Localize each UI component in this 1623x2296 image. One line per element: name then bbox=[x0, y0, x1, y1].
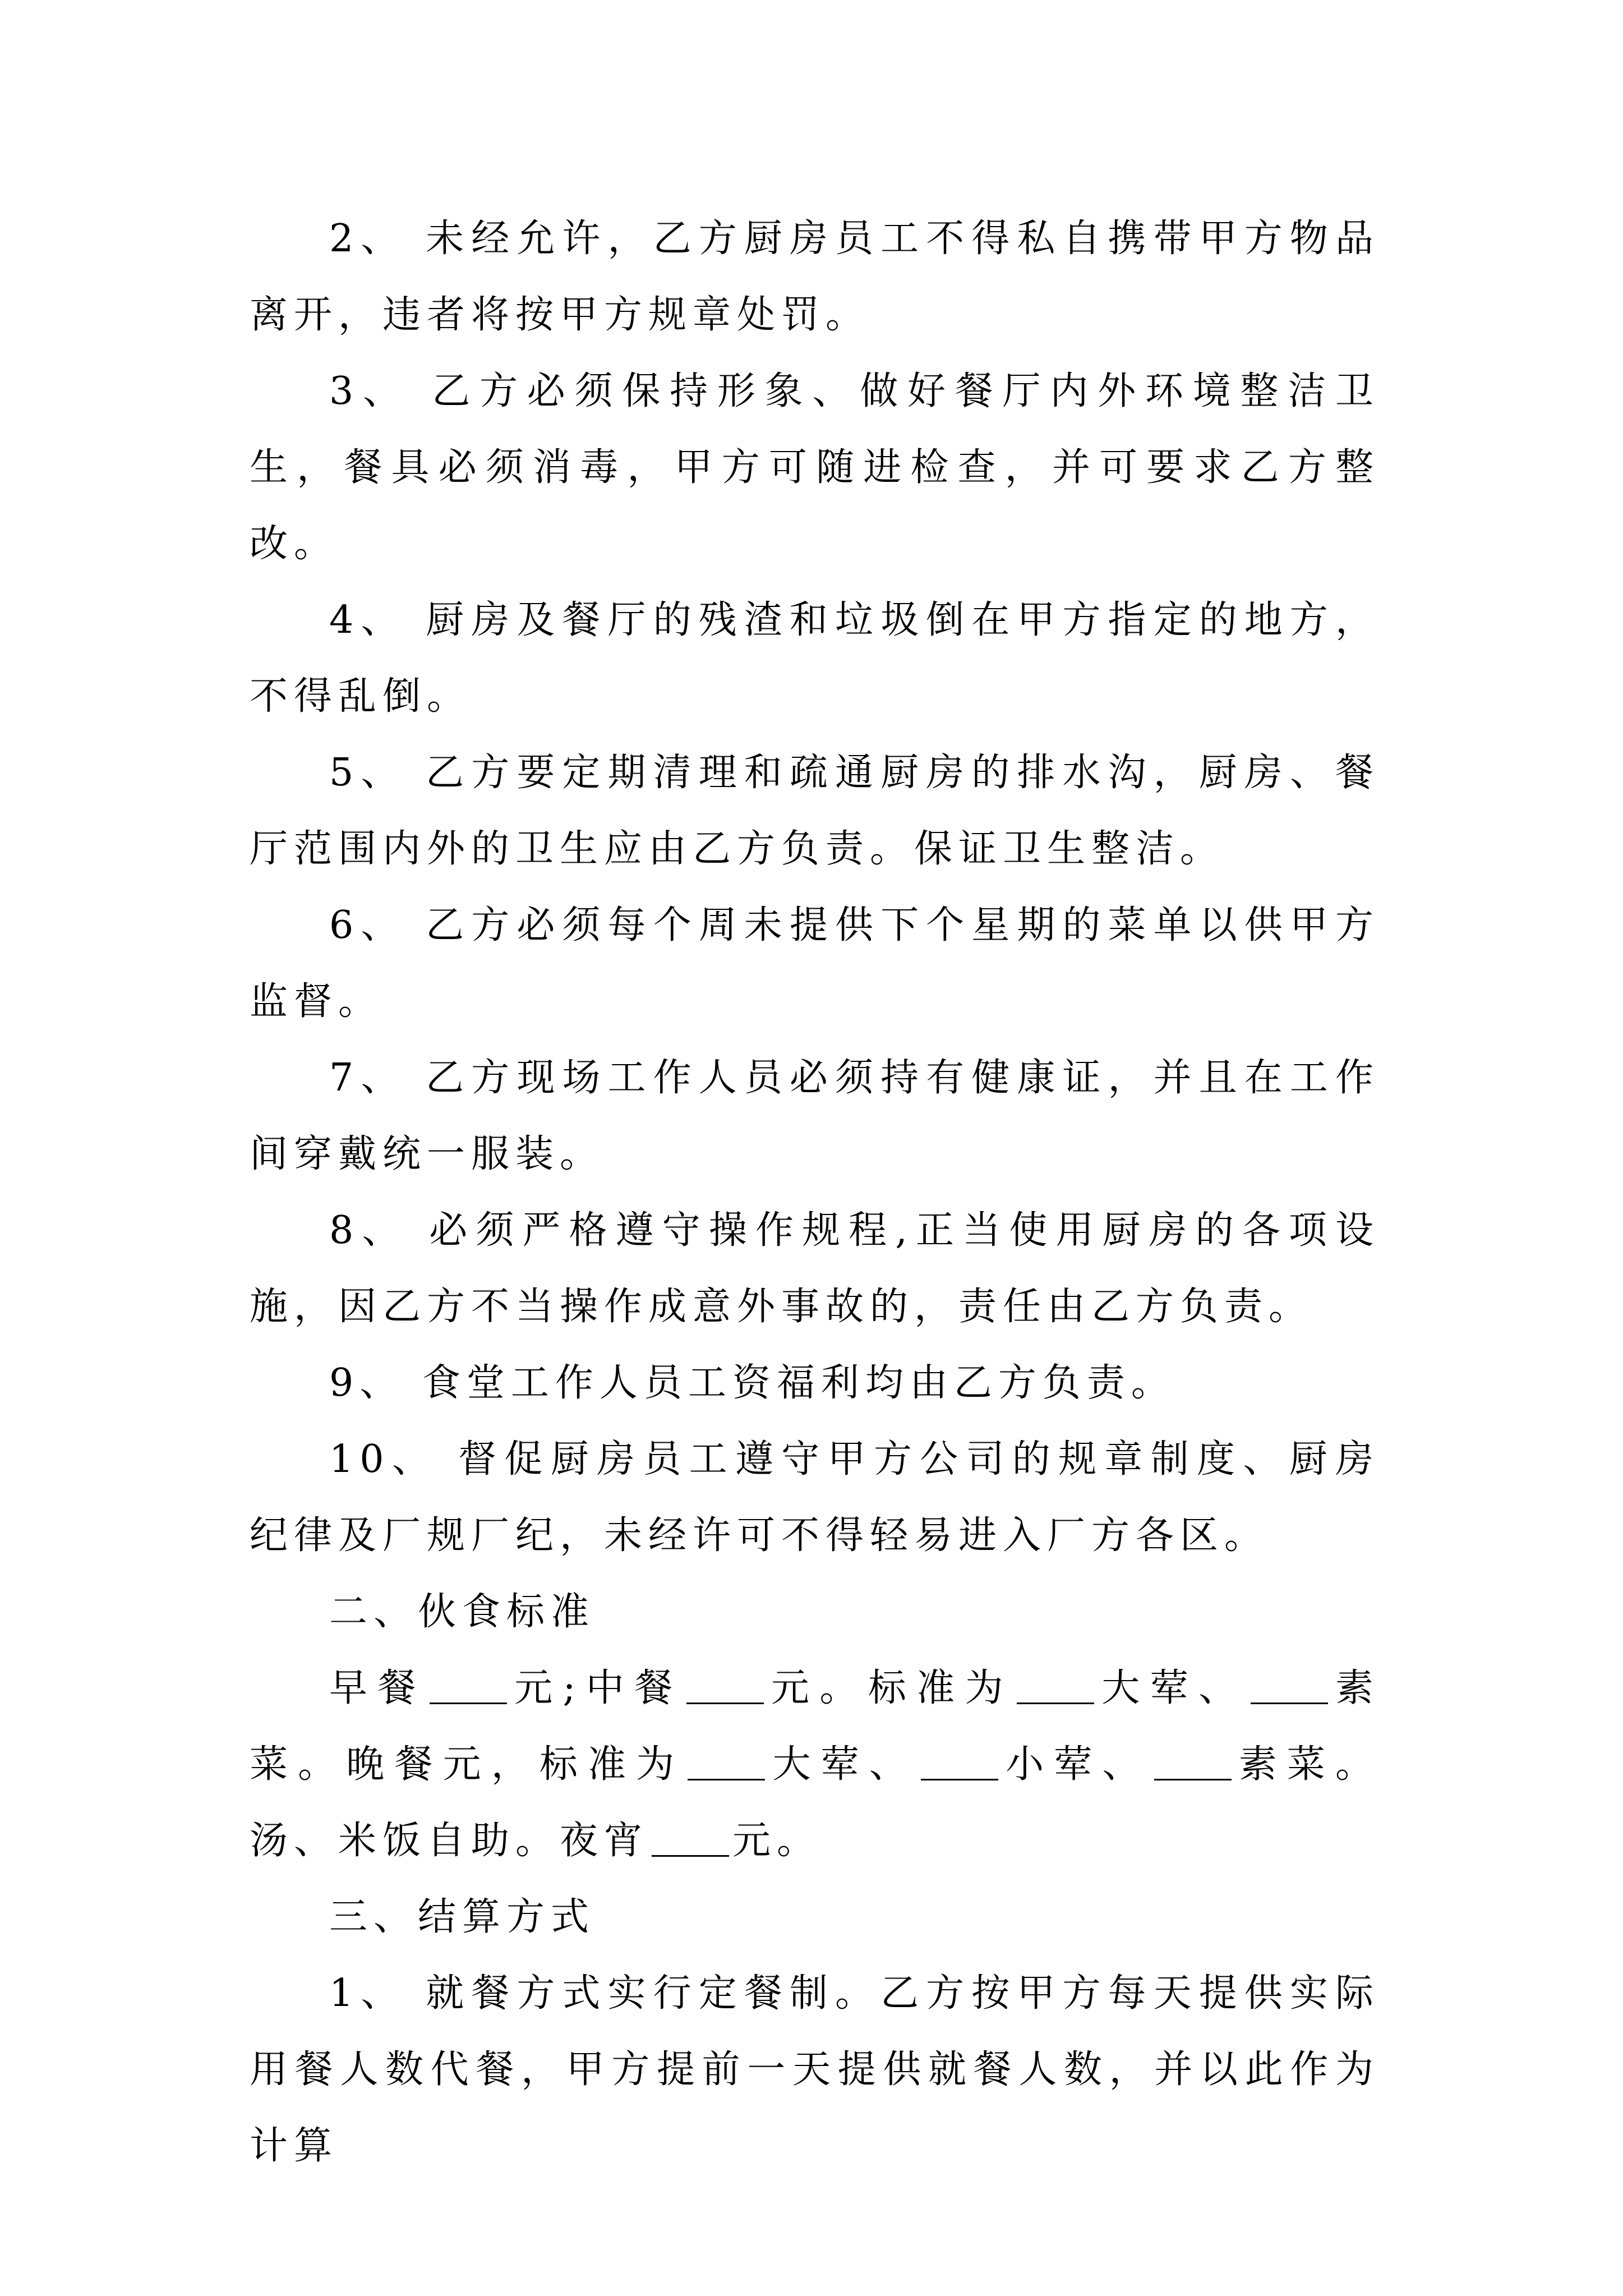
veg-soup-label: 素菜。汤、米饭自助。夜宵 bbox=[250, 1742, 1380, 1863]
section-heading-settlement: 三、结算方式 bbox=[329, 1895, 596, 1939]
breakfast-label: 早餐 bbox=[329, 1666, 426, 1710]
standard-label: 标准为 bbox=[868, 1666, 1013, 1710]
small-meat-label: 小荤、 bbox=[1001, 1742, 1151, 1787]
veg-label: 素菜。 bbox=[250, 1666, 1380, 1787]
clause-5: 5、 乙方要定期清理和疏通厨房的排水沟，厨房、餐厅范围内外的卫生应由乙方负责。保证卫生整洁。 bbox=[250, 751, 1380, 871]
yuan-label: 元。 bbox=[732, 1819, 822, 1863]
night-snack-price-blank bbox=[652, 1817, 729, 1857]
clause-6: 6、 乙方必须每个周未提供下个星期的菜单以供甲方监督。 bbox=[250, 903, 1380, 1024]
meal-standard-paragraph bbox=[250, 1650, 1380, 1879]
clause-8: 8、 必须严格遵守操作规程,正当使用厨房的各项设施，因乙方不当操作成意外事故的，责任由乙方负责。 bbox=[250, 1208, 1380, 1329]
settlement-clause-1: 1、 就餐方式实行定餐制。乙方按甲方每天提供实际用餐人数代餐，甲方提前一天提供就餐人数，并以此作为计算 bbox=[250, 1971, 1380, 2168]
dinner-label: 晚餐元，标准为 bbox=[346, 1742, 685, 1787]
contract-text bbox=[250, 201, 1380, 2184]
dinner-small-meat-blank bbox=[921, 1741, 998, 1780]
clause-7: 7、 乙方现场工作人员必须持有健康证，并且在工作间穿戴统一服装。 bbox=[250, 1056, 1380, 1176]
lunch-label: 中餐 bbox=[582, 1666, 683, 1710]
big-meat-label: 大荤、 bbox=[768, 1742, 917, 1787]
lunch-veg-blank bbox=[1251, 1664, 1328, 1704]
dinner-big-meat-blank bbox=[688, 1741, 765, 1780]
clause-2: 2、 未经允许，乙方厨房员工不得私自携带甲方物品离开，违者将按甲方规章处罚。 bbox=[250, 217, 1380, 337]
clause-9: 9、 食堂工作人员工资福利均由乙方负责。 bbox=[329, 1361, 1175, 1405]
lunch-big-meat-blank bbox=[1017, 1664, 1094, 1704]
clause-3: 3、 乙方必须保持形象、做好餐厅内外环境整洁卫生，餐具必须消毒，甲方可随进检查，并可要求乙方整改。 bbox=[250, 369, 1380, 566]
big-meat-label: 大荤、 bbox=[1097, 1666, 1247, 1710]
dinner-veg-blank bbox=[1154, 1741, 1232, 1780]
breakfast-price-blank bbox=[430, 1664, 507, 1704]
clause-10: 10、 督促厨房员工遵守甲方公司的规章制度、厨房纪律及厂规厂纪，未经许可不得轻易进入厂方各区。 bbox=[250, 1437, 1380, 1558]
yuan-label: 元; bbox=[510, 1666, 582, 1710]
clause-4: 4、 厨房及餐厅的残渣和垃圾倒在甲方指定的地方，不得乱倒。 bbox=[250, 598, 1380, 719]
section-heading-meal-standard: 二、伙食标准 bbox=[329, 1590, 596, 1634]
yuan-label: 元。 bbox=[767, 1666, 868, 1710]
lunch-price-blank bbox=[686, 1664, 764, 1704]
